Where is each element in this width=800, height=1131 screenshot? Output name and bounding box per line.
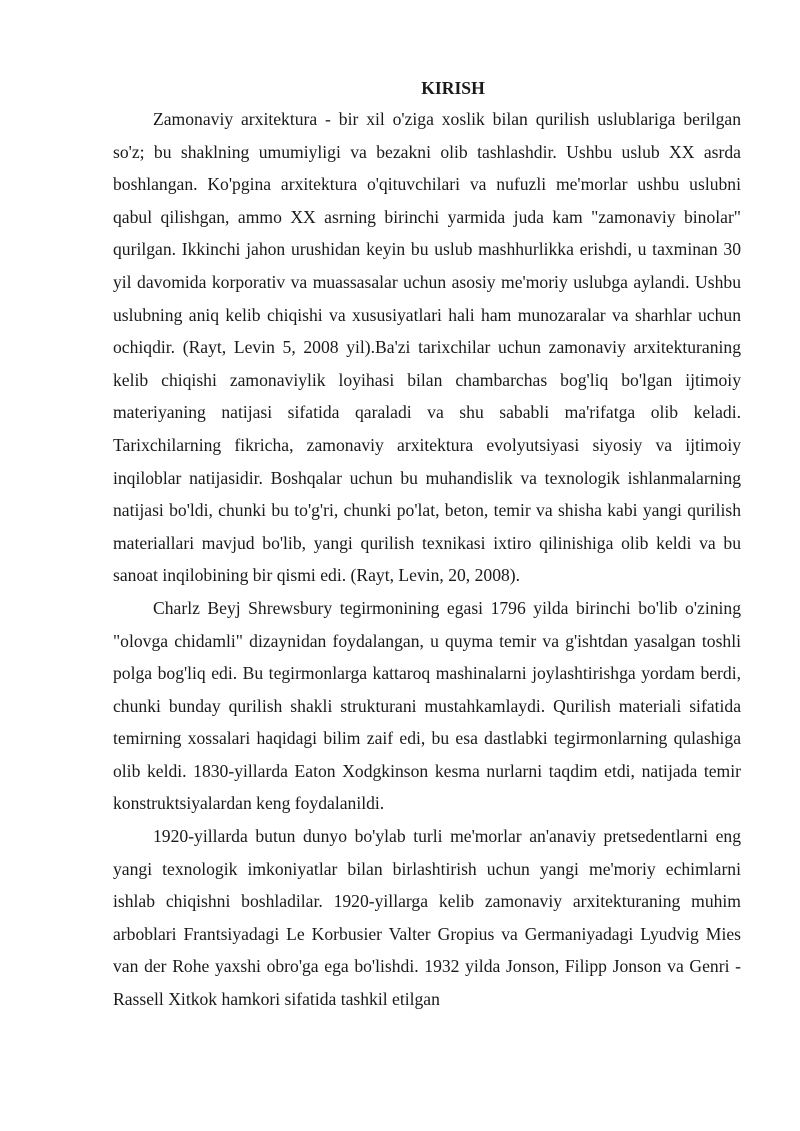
paragraph-3: 1920-yillarda butun dunyo bo'ylab turli me'morlar an'anaviy pretsedentlarni eng yangi texnologik imkoniyatlar bilan birlashtirish uchun yangi me'moriy echimlarni ishlab chiqishni boshladilar. 1920-yillarga kelib zamonaviy arxitekturaning muhim arboblari Frantsiyadagi Le Korbusier Valter Gropius va Germaniyadagi Lyudvig Mies van der Rohe yaxshi obro'ga ega bo'lishdi. 1932 yilda Jonson, Filipp Jonson va Genri - Rassell Xitkok hamkori sifatida tashkil etilgan [113,826,741,1010]
paragraph-2: Charlz Beyj Shrewsbury tegirmonining egasi 1796 yilda birinchi bo'lib o'zining "olovga chidamli" dizaynidan foydalangan, u quyma temir va g'ishtdan yasalgan toshli polga bog'liq edi. Bu tegirmonlarga kattaroq mashinalarni joylashtirishga yordam berdi, chunki bunday qurilish shakli strukturani mustahkamlaydi. Qurilish materiali sifatida temirning xossalari haqidagi bilim zaif edi, bu esa dastlabki tegirmonlarning qulashiga olib keldi. 1830-yillarda Eaton Xodgkinson kesma nurlarni taqdim etdi, natijada temir konstruktsiyalardan keng foydalanildi. [113,597,741,814]
document-body [113,74,741,1016]
page-title: KIRISH [421,78,485,98]
paragraph-1: Zamonaviy arxitektura - bir xil o'ziga xoslik bilan qurilish uslublariga berilgan so'z; bu shaklning umumiyligi va bezakni olib tashlashdir. Ushbu uslub XX asrda boshlangan. Ko'pgina arxitektura o'qituvchilari va nufuzli me'morlar ushbu uslubni qabul qilishgan, ammo XX asrning birinchi yarmida juda kam "zamonaviy binolar" qurilgan. Ikkinchi jahon urushidan keyin bu uslub mashhurlikka erishdi, u taxminan 30 yil davomida korporativ va muassasalar uchun asosiy me'moriy uslubga aylandi. Ushbu uslubning aniq kelib chiqishi va xususiyatlari hali ham munozaralar va sharhlar uchun ochiqdir. (Rayt, Levin 5, 2008 yil).Ba'zi tarixchilar uchun zamonaviy arxitekturaning kelib chiqishi zamonaviylik loyihasi bilan chambarchas bog'liq bo'lgan ijtimoiy materiyaning natijasi sifatida qaraladi va shu sababli ma'rifatga olib keladi. Tarixchilarning fikricha, zamonaviy arxitektura evolyutsiyasi siyosiy va ijtimoiy inqiloblar natijasidir. Boshqalar uchun bu muhandislik va texnologik ishlanmalarning natijasi bo'ldi, chunki bu to'g'ri, chunki po'lat, beton, temir va shisha kabi yangi qurilish materiallari mavjud bo'lib, yangi qurilish texnikasi ixtiro qilinishiga olib keldi va bu sanoat inqilobining bir qismi edi. (Rayt, Levin, 20, 2008). [113,109,741,586]
